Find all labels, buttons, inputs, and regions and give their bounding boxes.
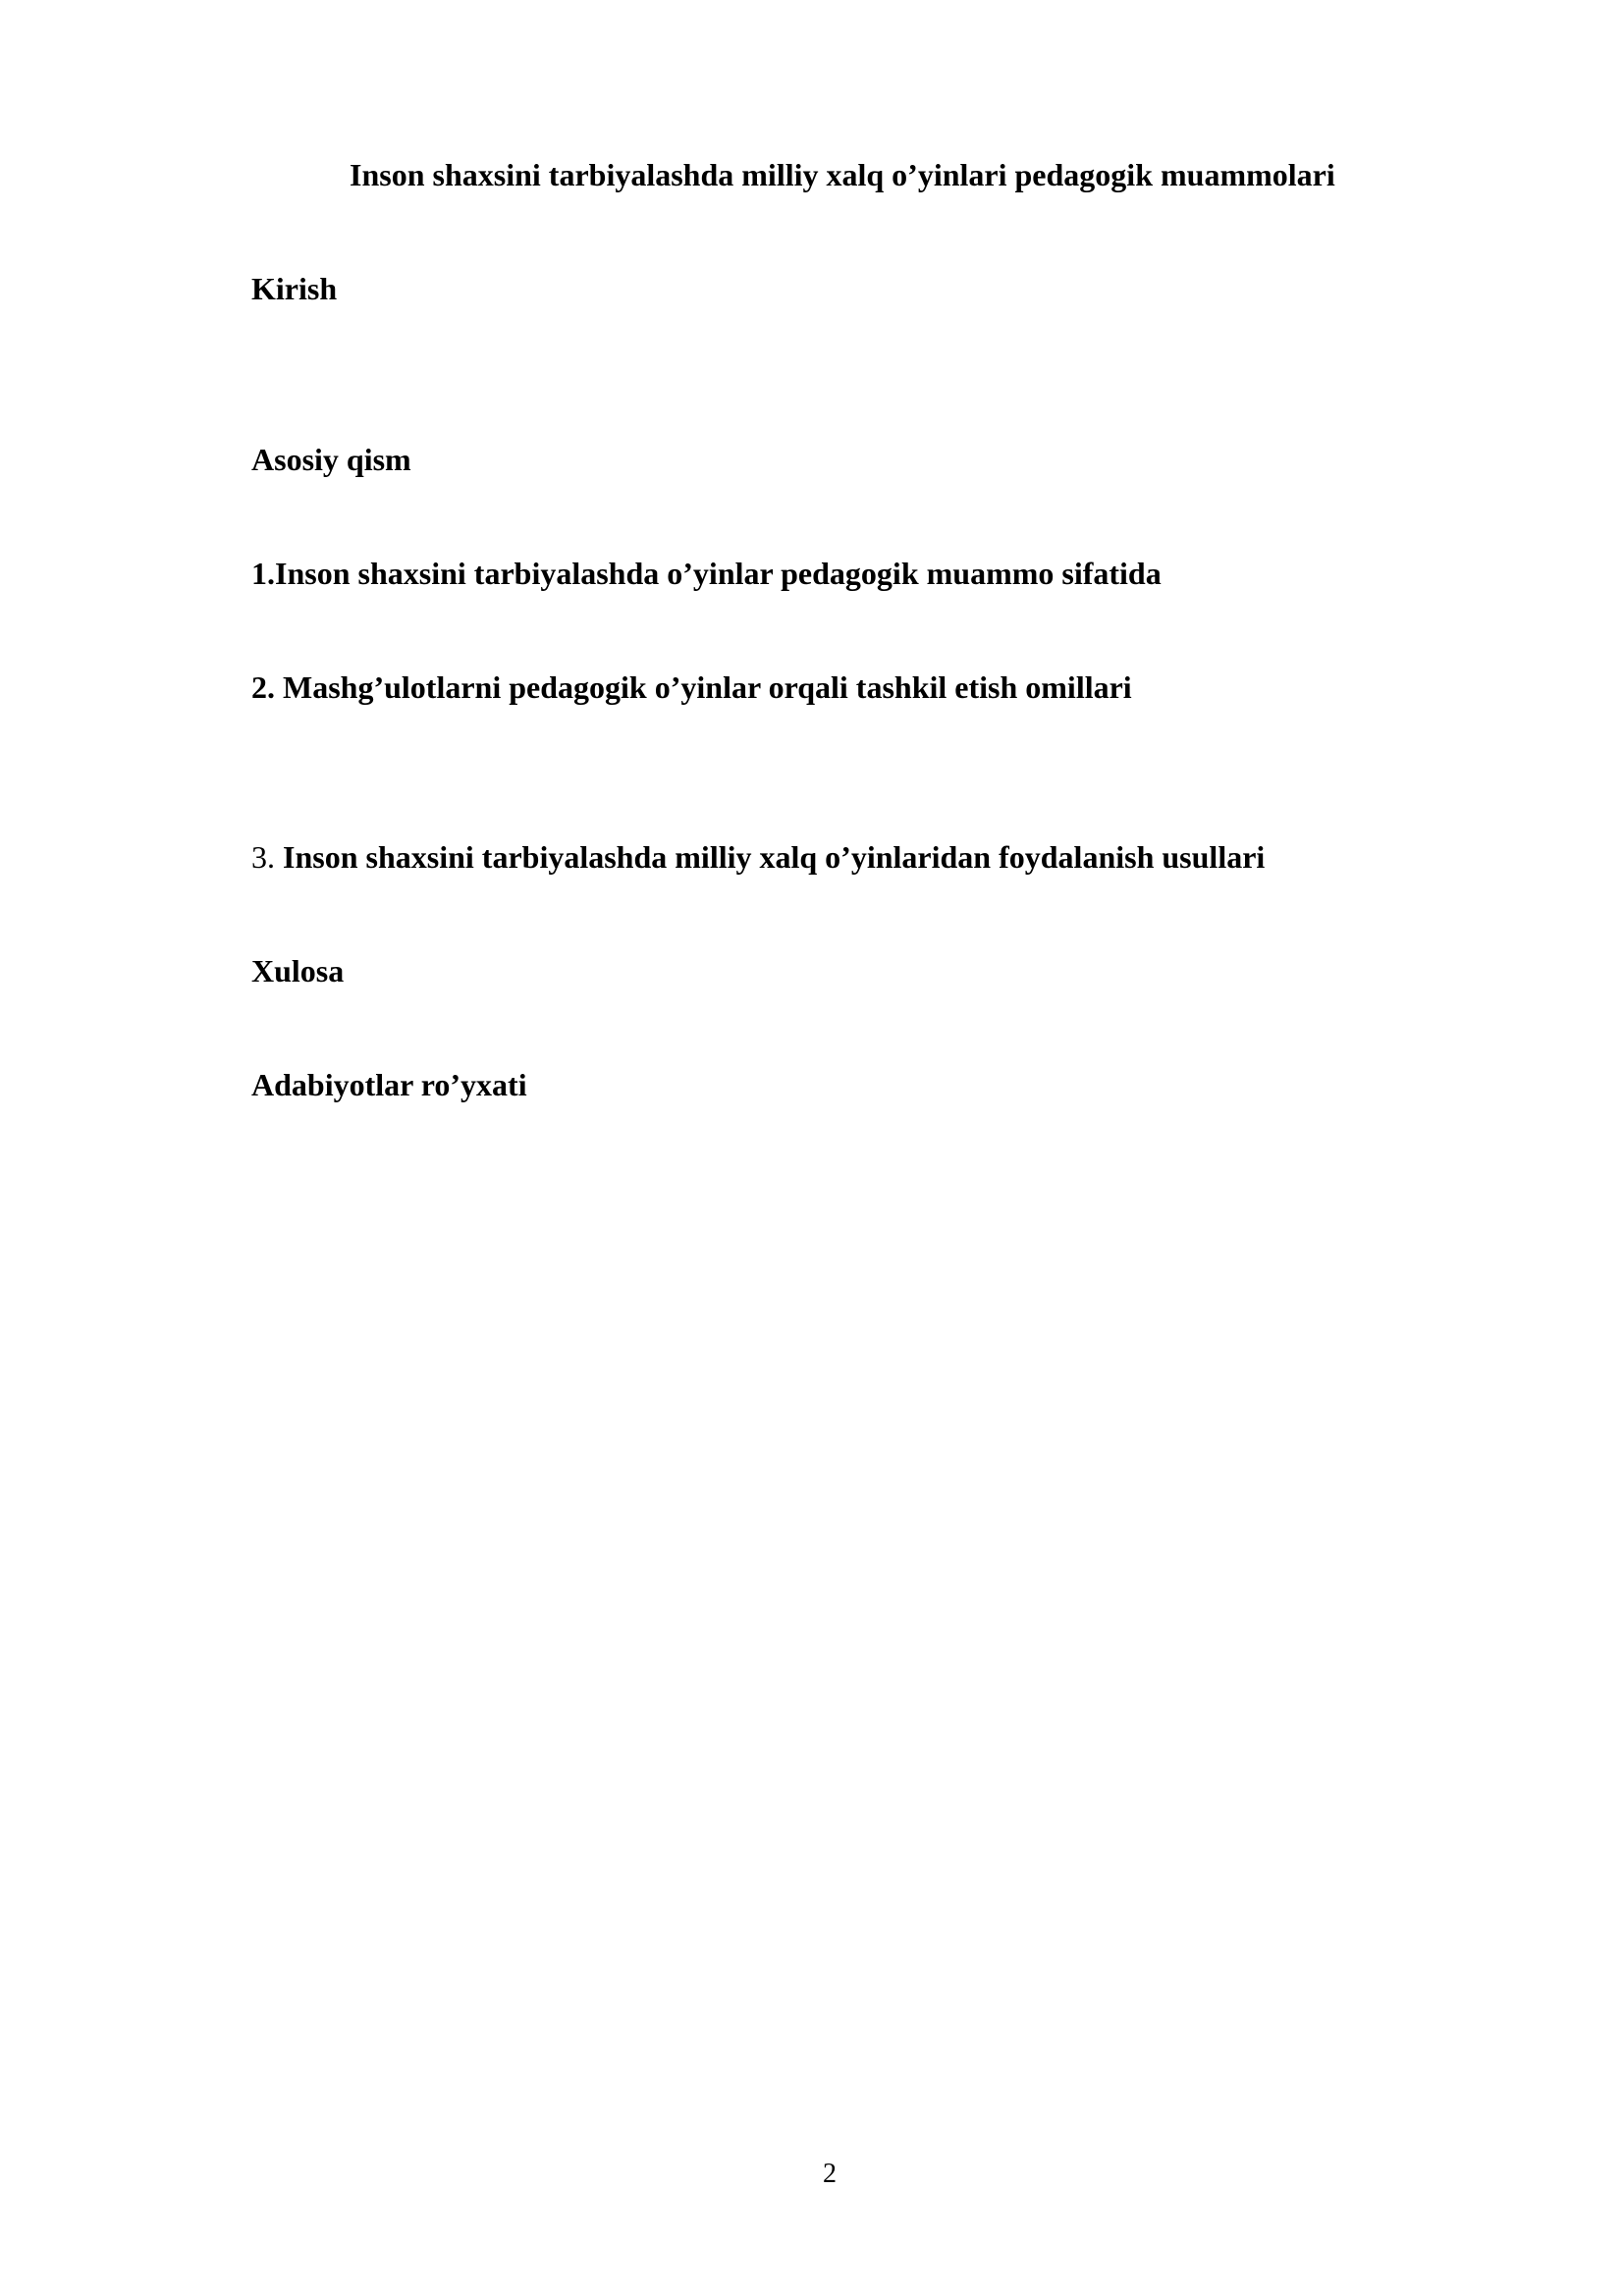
toc-item-section-1: 1.Inson shaxsini tarbiyalashda o’yinlar pedagogik muammo sifatida: [251, 556, 1162, 591]
toc-item-kirish: Kirish: [251, 271, 338, 306]
toc-item-section-3-text: Inson shaxsini tarbiyalashda milliy xalq o’yinlaridan foydalanish usullari: [275, 839, 1266, 875]
toc-item-xulosa: Xulosa: [251, 953, 345, 988]
toc-item-section-2: 2. Mashg’ulotlarni pedagogik o’yinlar orqali tashkil etish omillari: [251, 669, 1132, 705]
toc-item-section-3-number: 3.: [251, 839, 275, 875]
document-title: Inson shaxsini tarbiyalashda milliy xalq o’yinlari pedagogik muammolari: [350, 157, 1335, 192]
toc-item-section-3: [251, 837, 1265, 877]
page-number: 2: [823, 2159, 837, 2189]
toc-item-asosiy-qism: Asosiy qism: [251, 442, 411, 477]
toc-item-adabiyotlar: Adabiyotlar ro’yxati: [251, 1067, 527, 1102]
